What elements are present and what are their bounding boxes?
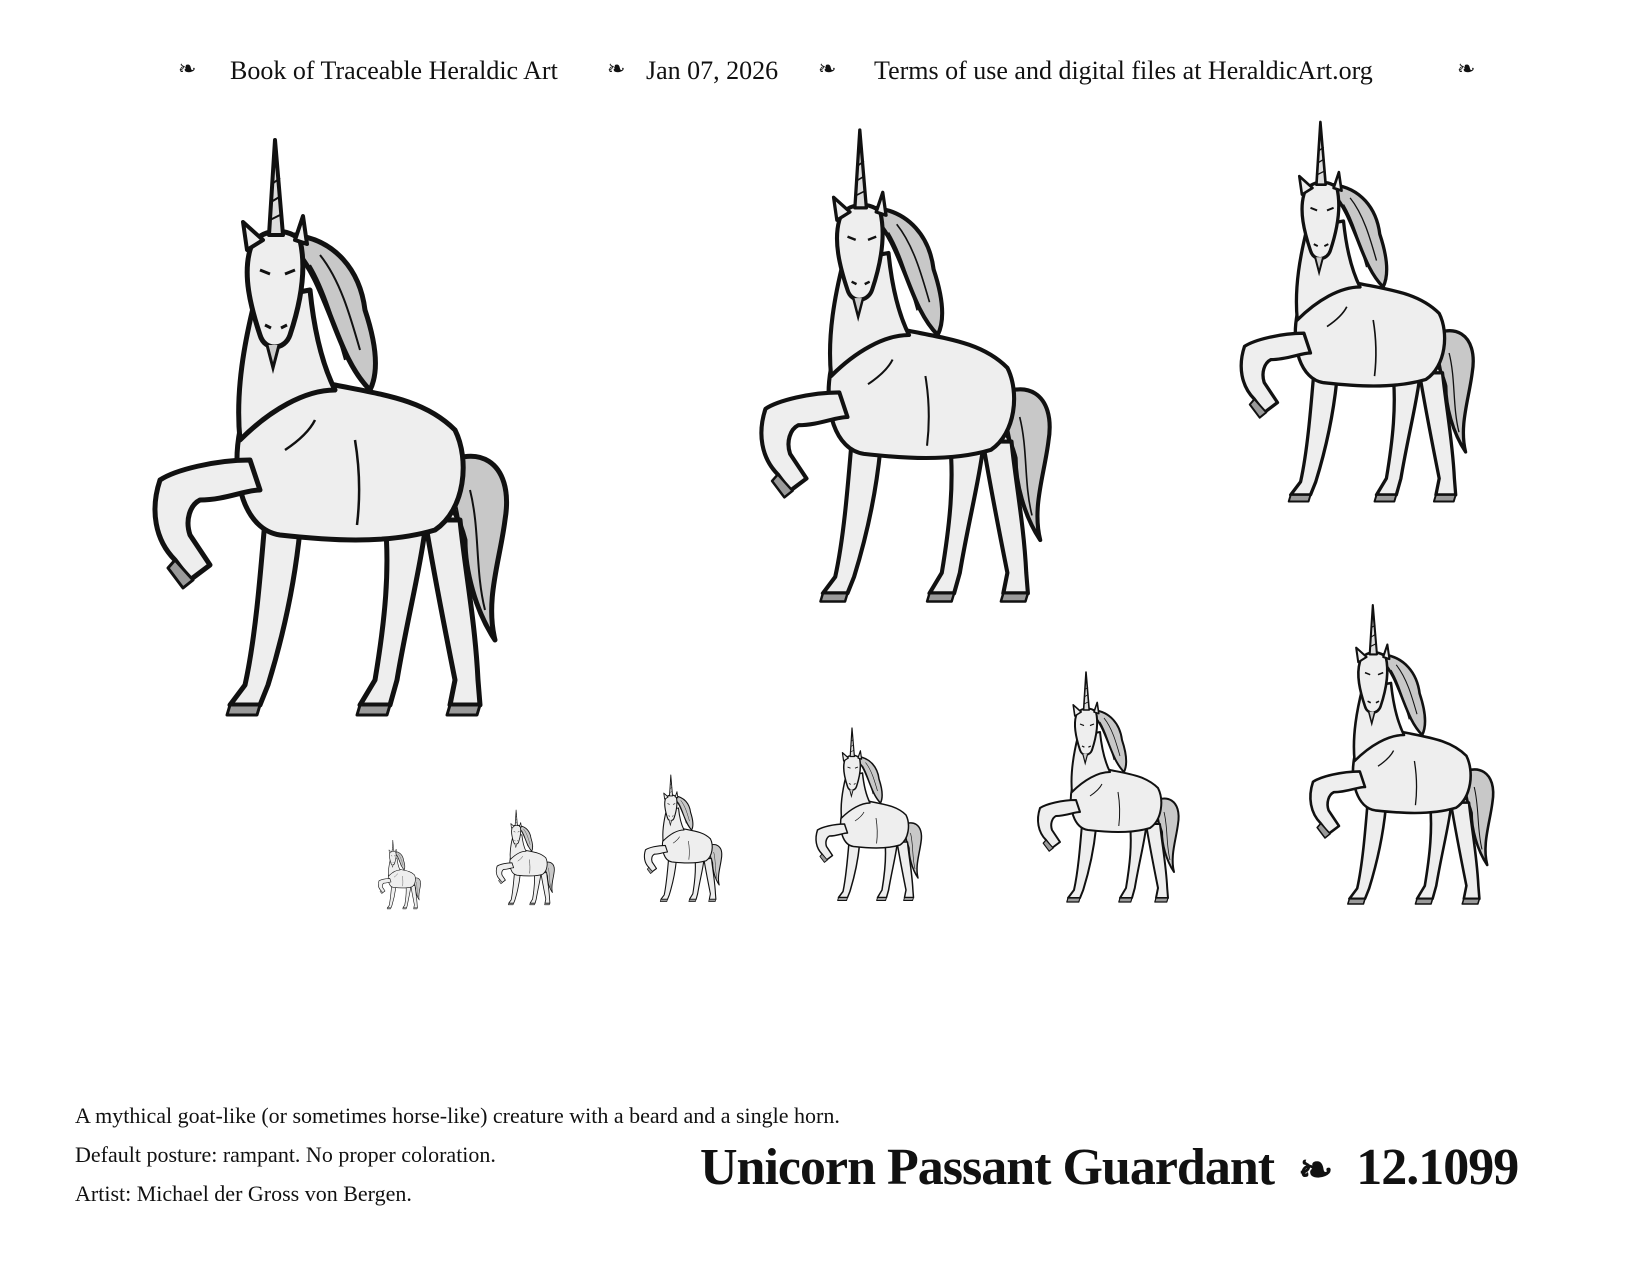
unicorn-large <box>155 140 507 715</box>
fleuron-icon: ❧ <box>178 56 197 81</box>
unicorn-medium <box>761 130 1049 602</box>
unicorn-size-5 <box>1038 672 1179 902</box>
artist-line: Artist: Michael der Gross von Bergen. <box>75 1181 412 1206</box>
unicorn-medium-small <box>1241 122 1473 502</box>
unicorn-size-4 <box>816 728 921 901</box>
unicorn-size-6 <box>1310 605 1493 904</box>
terms-of-use: Terms of use and digital files at HeraldicArt.org <box>874 56 1373 85</box>
book-title: Book of Traceable Heraldic Art <box>230 56 558 85</box>
posture-line: Default posture: rampant. No proper coloration. <box>75 1142 496 1167</box>
fleuron-icon: ❧ <box>1298 1148 1333 1194</box>
unicorn-size-3 <box>644 775 721 902</box>
unicorn-size-2 <box>496 810 554 905</box>
print-date: Jan 07, 2026 <box>646 56 779 85</box>
fleuron-icon: ❧ <box>1457 56 1476 81</box>
description-line: A mythical goat-like (or sometimes horse-like) creature with a beard and a single horn. <box>75 1103 840 1128</box>
fleuron-icon: ❧ <box>818 56 837 81</box>
charge-name: Unicorn Passant Guardant <box>700 1139 1275 1196</box>
unicorn-size-1 <box>378 840 420 909</box>
reference-number: 12.1099 <box>1356 1139 1519 1196</box>
fleuron-icon: ❧ <box>607 56 626 81</box>
footer-title <box>700 1138 1518 1197</box>
